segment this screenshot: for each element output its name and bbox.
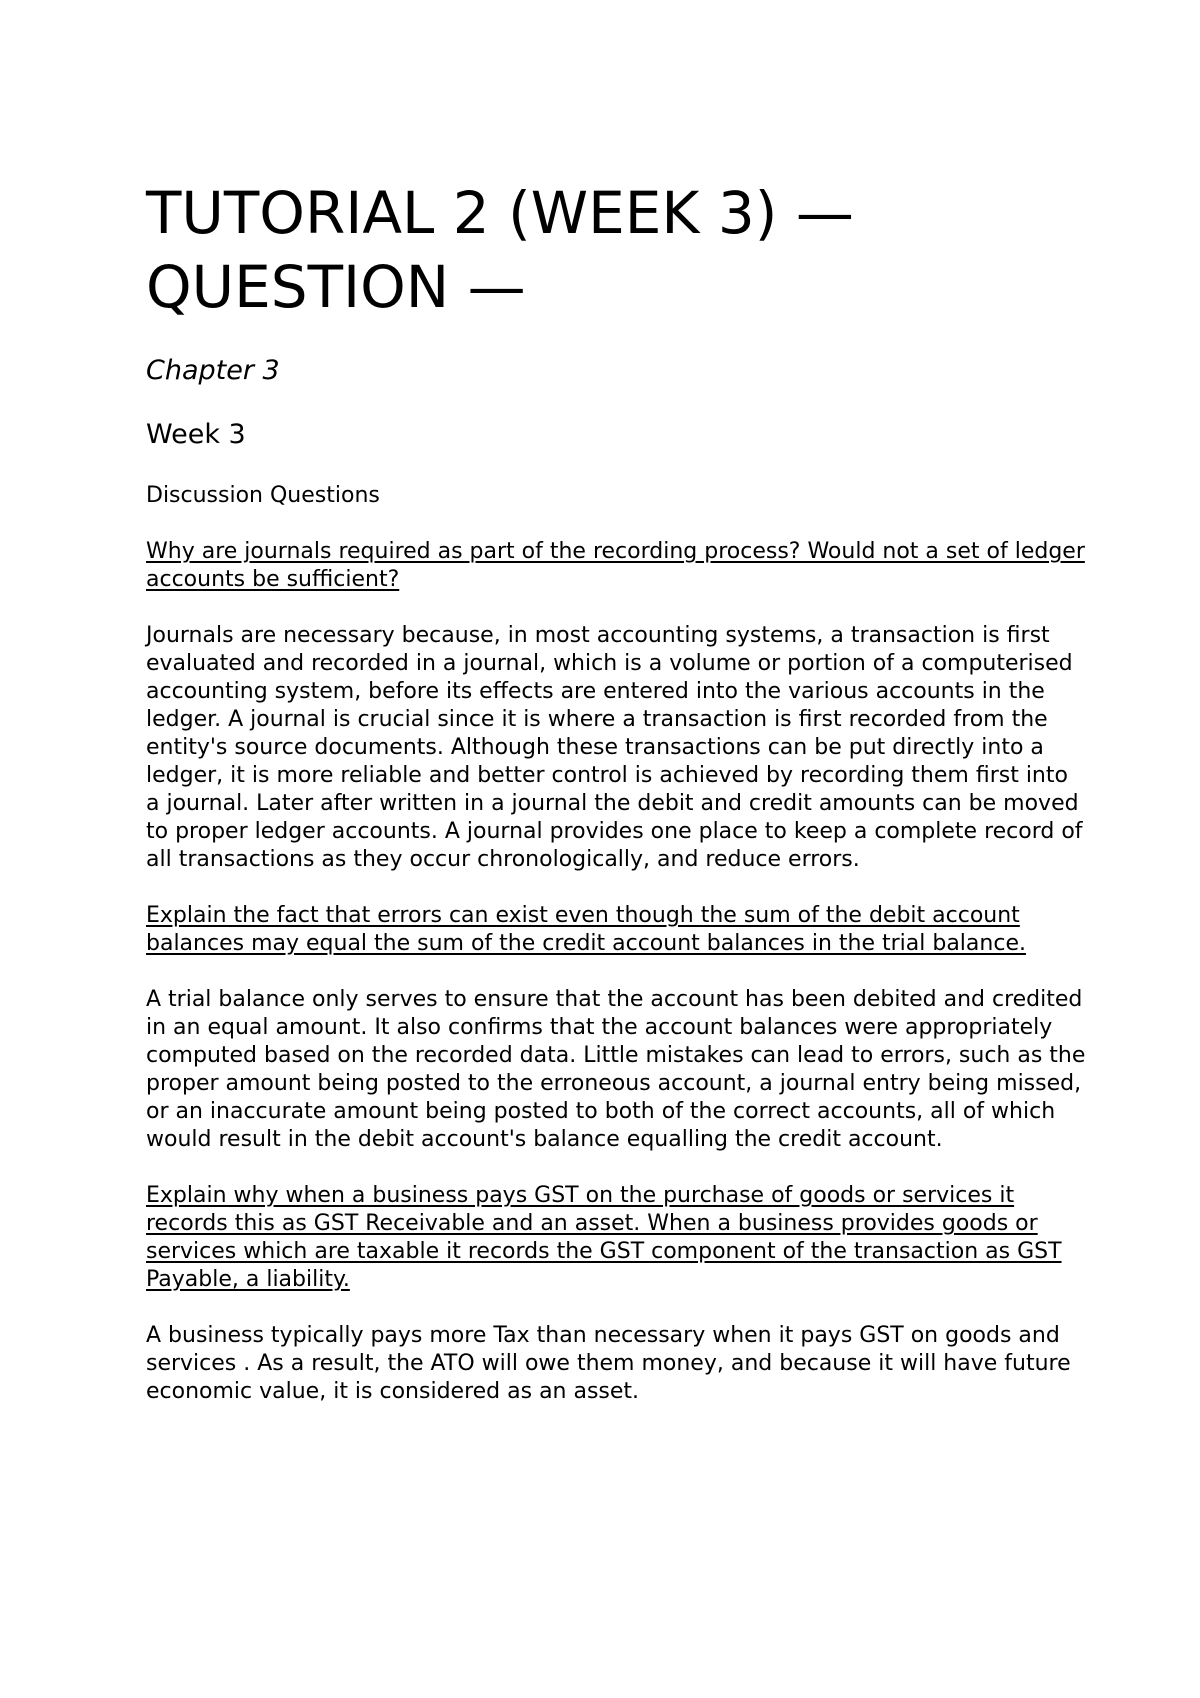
question-3: Explain why when a business pays GST on the purchase of goods or services it records this as GST Receivable and an asset. When a business provides goods or services which are taxable it records the GST component of the transaction as GST Payable, a liability. — [146, 1183, 1062, 1292]
answer-2: A trial balance only serves to ensure that the account has been debited and credited in an equal amount. It also confirms that the account balances were appropriately computed based on the recorded data. Little mistakes can lead to errors, such as the proper amount being posted to the erroneous account, a journal entry being missed, or an inaccurate amount being posted to both of the correct accounts, all of which would result in the debit account's balance equalling the credit account. — [146, 987, 1086, 1152]
answer-1: Journals are necessary because, in most accounting systems, a transaction is first evaluated and recorded in a journal, which is a volume or portion of a computerised accounting system, before its effects are entered into the various accounts in the ledger. A journal is crucial since it is where a transaction is first recorded from the entity's source documents. Although these transactions can be put directly into a ledger, it is more reliable and better control is achieved by recording them first into a journal. Later after written in a journal the debit and credit amounts can be moved to proper ledger accounts. A journal provides one place to keep a complete record of all transactions as they occur chronologically, and reduce errors. — [146, 623, 1083, 872]
week-label: Week 3 — [146, 419, 246, 450]
chapter-label: Chapter 3 — [146, 355, 280, 386]
section-heading: Discussion Questions — [146, 483, 380, 508]
question-1: Why are journals required as part of the recording process? Would not a set of ledger accounts be sufficient? — [146, 539, 1085, 592]
question-2: Explain the fact that errors can exist even though the sum of the debit account balances may equal the sum of the credit account balances in the trial balance. — [146, 903, 1026, 956]
document-content — [146, 176, 1086, 1406]
document-title: TUTORIAL 2 (WEEK 3) — QUESTION — — [146, 179, 854, 321]
answer-3: A business typically pays more Tax than necessary when it pays GST on goods and services . As a result, the ATO will owe them money, and because it will have future economic value, it is considered as an asset. — [146, 1323, 1071, 1404]
